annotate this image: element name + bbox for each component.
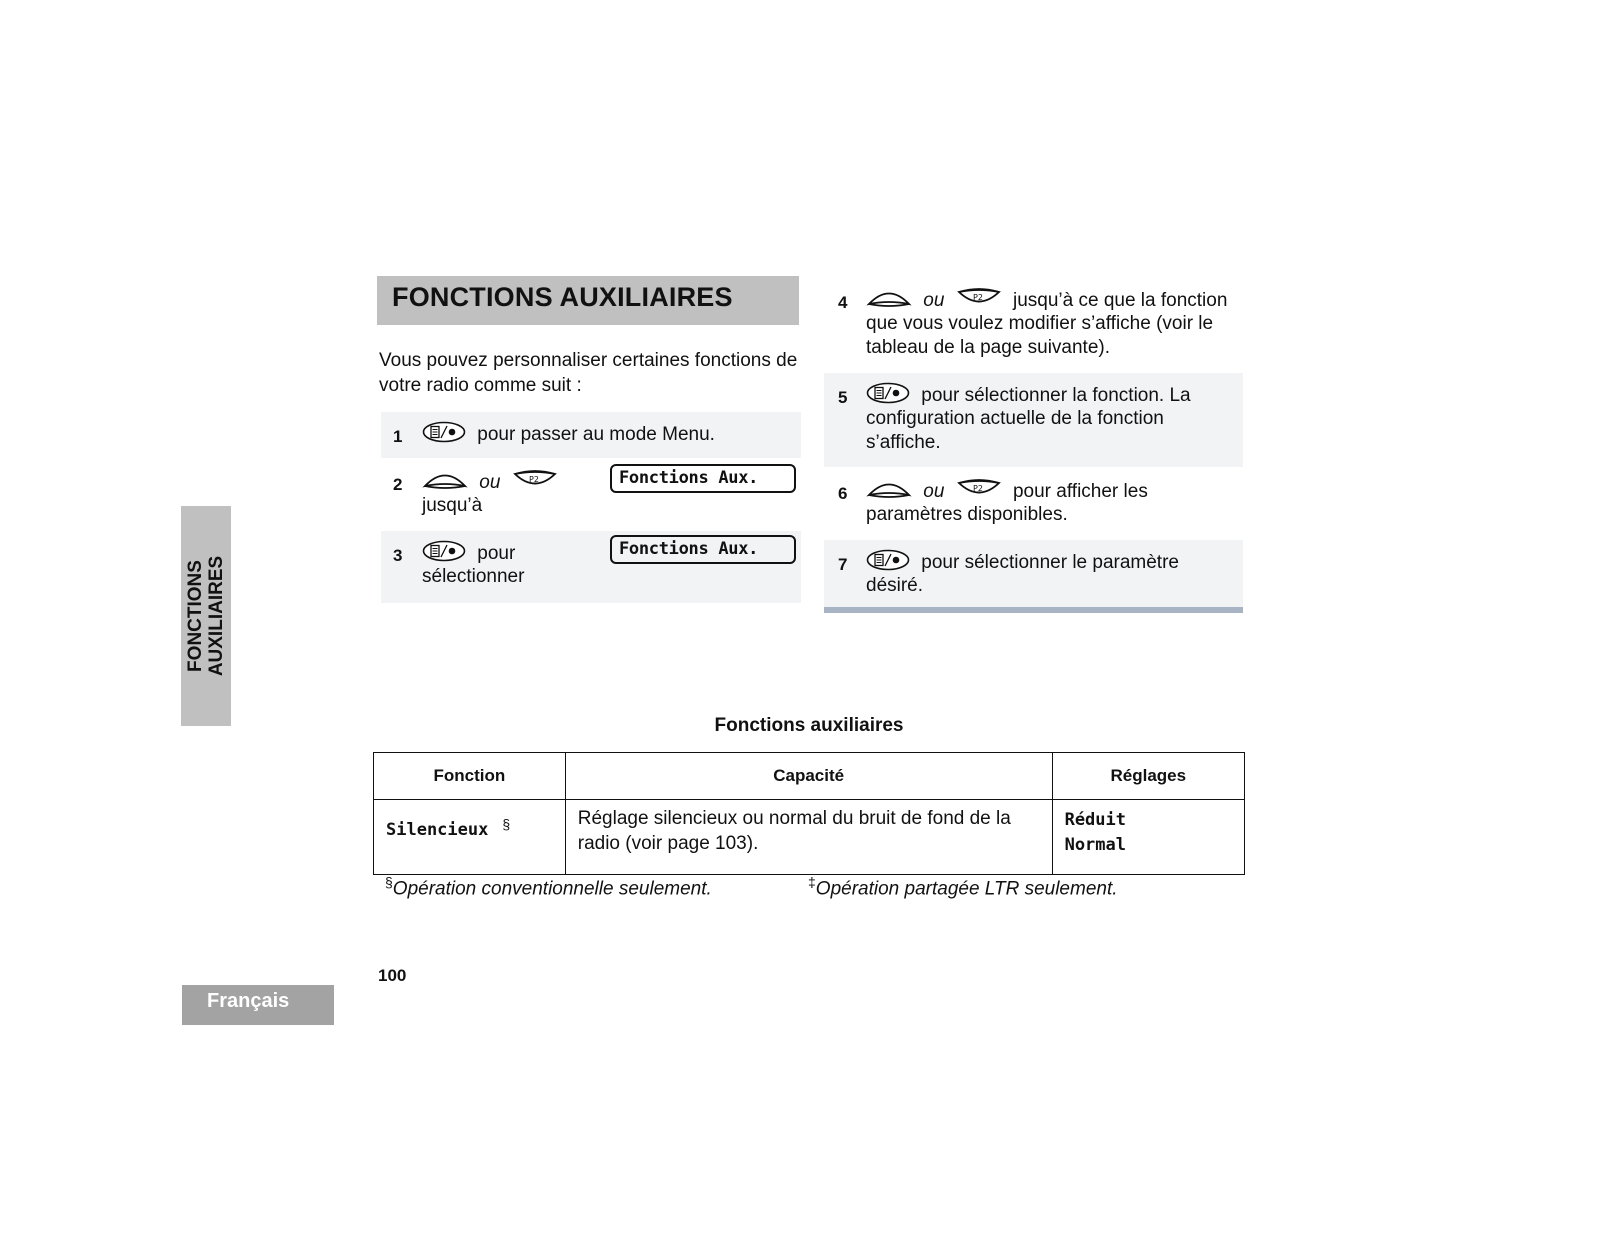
side-section-tab bbox=[181, 506, 231, 726]
cell-settings bbox=[1052, 800, 1244, 875]
step-text: pour passer au mode Menu. bbox=[477, 424, 715, 445]
step-7 bbox=[824, 540, 1243, 607]
up-arrow-key-icon bbox=[866, 478, 912, 500]
radio-display: Fonctions Aux. bbox=[610, 464, 796, 493]
header-function: Fonction bbox=[374, 753, 566, 800]
or-word: ou bbox=[923, 481, 945, 502]
capability-line-2: radio (voir page 103). bbox=[577, 833, 759, 854]
step-6 bbox=[824, 469, 1243, 539]
footnote-text: Opération partagée LTR seulement. bbox=[815, 878, 1118, 900]
step-text-b: que vous voulez modifier s’affiche (voir le bbox=[866, 313, 1214, 334]
step-text-a: pour afficher les bbox=[1012, 481, 1148, 502]
step-text-b: paramètres disponibles. bbox=[866, 504, 1068, 525]
page-number: 100 bbox=[378, 966, 407, 985]
step-text-b: désiré. bbox=[866, 575, 924, 596]
step-number: 1 bbox=[393, 427, 403, 446]
step-text-a: pour sélectionner le paramètre bbox=[921, 552, 1179, 573]
step-4 bbox=[824, 278, 1243, 372]
footnote-marker: § bbox=[385, 874, 393, 890]
step-text-a: pour bbox=[477, 543, 516, 564]
menu-select-key-icon bbox=[866, 549, 910, 571]
features-table bbox=[373, 752, 1245, 875]
language-tab: Français bbox=[182, 985, 334, 1025]
menu-select-key-icon bbox=[866, 382, 910, 404]
step-text: jusqu’à bbox=[422, 495, 483, 516]
header-capability: Capacité bbox=[565, 753, 1052, 800]
step-number: 7 bbox=[838, 555, 848, 574]
section-heading: FONCTIONS AUXILIAIRES bbox=[377, 276, 799, 325]
function-marker: § bbox=[502, 816, 511, 832]
intro-text: Vous pouvez personnaliser certaines fonctions de votre radio comme suit : bbox=[379, 350, 798, 396]
p2-down-key-icon bbox=[956, 287, 1002, 309]
footnote-ltr bbox=[808, 874, 1118, 900]
p2-down-key-icon bbox=[956, 478, 1002, 500]
step-text-a: pour sélectionner la fonction. La bbox=[921, 385, 1191, 406]
footnote-conventional bbox=[385, 874, 712, 900]
menu-select-key-icon bbox=[422, 421, 466, 443]
table-header-row bbox=[374, 753, 1245, 800]
step-text-a: jusqu’à ce que la fonction bbox=[1012, 290, 1228, 311]
table-caption: Fonctions auxiliaires bbox=[714, 715, 904, 736]
footnote-marker: ‡ bbox=[808, 874, 816, 890]
step-text-b: sélectionner bbox=[422, 566, 525, 587]
step-5 bbox=[824, 373, 1243, 467]
step-number: 4 bbox=[838, 293, 848, 312]
step-text-c: s’affiche. bbox=[866, 432, 941, 453]
step-1 bbox=[381, 412, 801, 458]
radio-display: Fonctions Aux. bbox=[610, 535, 796, 564]
step-number: 3 bbox=[393, 546, 403, 565]
header-settings: Réglages bbox=[1052, 753, 1244, 800]
table-row bbox=[374, 800, 1245, 875]
step-number: 5 bbox=[838, 388, 848, 407]
step-number: 2 bbox=[393, 475, 403, 494]
side-tab-line-2: AUXILIAIRES bbox=[206, 555, 227, 677]
footnote-text: Opération conventionnelle seulement. bbox=[392, 878, 712, 900]
capability-line-1: Réglage silencieux ou normal du bruit de fond de la bbox=[577, 808, 1011, 829]
function-name: Silencieux bbox=[386, 820, 489, 840]
cell-capability bbox=[565, 800, 1052, 875]
step-text-b: configuration actuelle de la fonction bbox=[866, 408, 1164, 429]
up-arrow-key-icon bbox=[866, 287, 912, 309]
setting-option: Réduit bbox=[1064, 810, 1126, 830]
step-number: 6 bbox=[838, 484, 848, 503]
side-tab-line-1: FONCTIONS bbox=[185, 560, 206, 672]
or-word: ou bbox=[479, 472, 501, 493]
steps-divider bbox=[824, 607, 1243, 613]
up-arrow-key-icon bbox=[422, 469, 468, 491]
step-3 bbox=[381, 531, 801, 603]
menu-select-key-icon bbox=[422, 540, 466, 562]
step-text-c: tableau de la page suivante). bbox=[866, 337, 1111, 358]
or-word: ou bbox=[923, 290, 945, 311]
p2-down-key-icon bbox=[512, 469, 558, 491]
setting-option: Normal bbox=[1064, 835, 1126, 855]
cell-function bbox=[374, 800, 566, 875]
step-2 bbox=[381, 460, 801, 530]
